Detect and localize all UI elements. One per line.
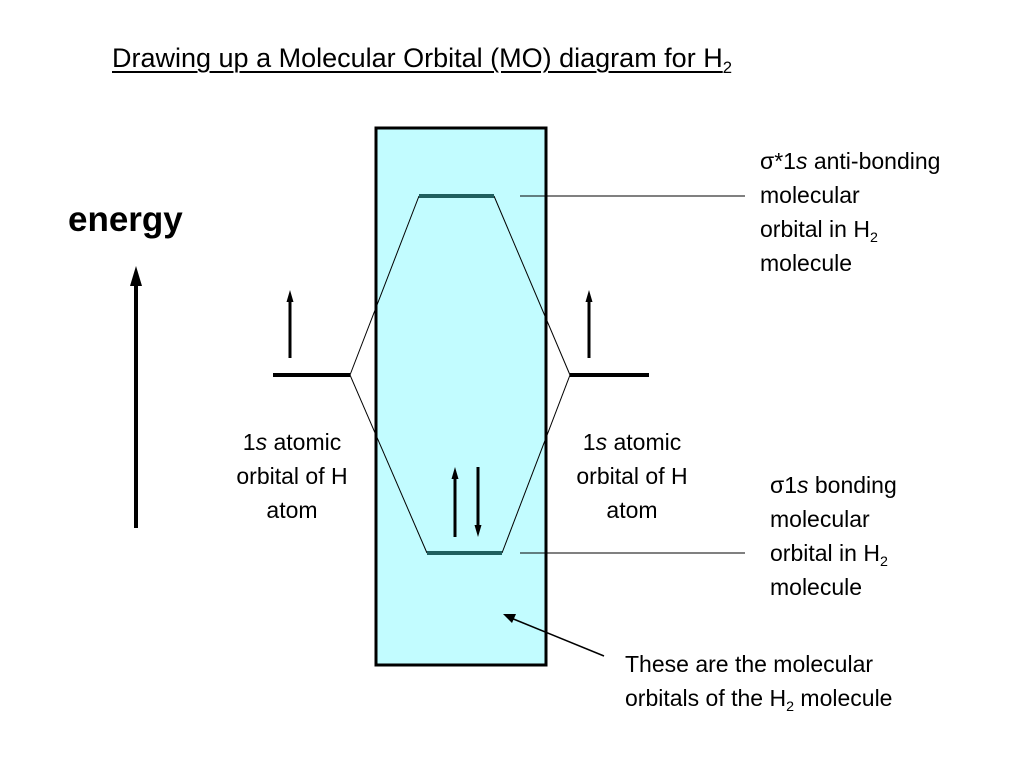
molecular-orbital-box [376, 128, 546, 665]
right-atom-electron-up-arrow [586, 290, 593, 358]
bonding-orbital-label: σ1s bonding molecular orbital in $H_2$ molecule [770, 472, 897, 600]
mo-box-caption: These are the molecular orbitals of the $H_2$ molecule [625, 651, 893, 715]
antibonding-orbital-label: σ*1s anti-bonding molecular orbital in $H_2$ molecule [760, 148, 941, 276]
energy-label: energy [68, 200, 183, 239]
energy-axis-arrow [130, 266, 142, 528]
page-title: Drawing up a Molecular Orbital (MO) diagram for $H_2$ [112, 43, 733, 77]
left-atomic-orbital-label: 1s atomic orbital of H atom [236, 429, 348, 523]
left-atom-electron-up-arrow [287, 290, 294, 358]
right-atomic-orbital-label: 1s atomic orbital of H atom [576, 429, 688, 523]
